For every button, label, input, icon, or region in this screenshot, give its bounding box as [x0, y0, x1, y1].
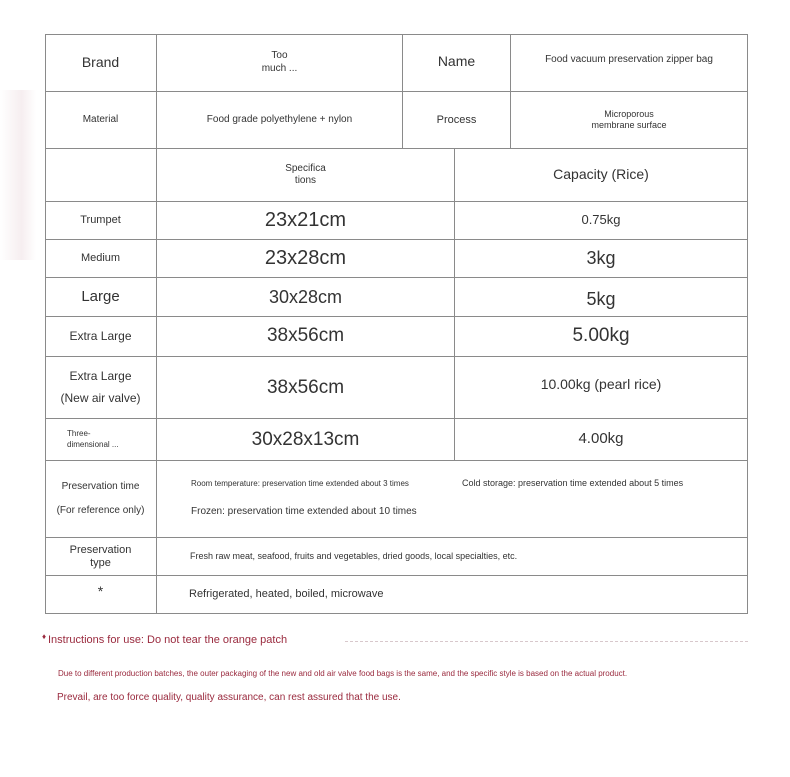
- size-capacity: 5.00kg: [572, 324, 630, 346]
- size-spec: 38x56cm: [266, 376, 345, 398]
- brand-value: Too much ...: [261, 50, 298, 74]
- usage-value: Refrigerated, heated, boiled, microwave: [189, 587, 384, 600]
- brand-label: Brand: [81, 53, 120, 70]
- usage-label: *: [97, 583, 104, 600]
- preservation-frozen: Frozen: preservation time extended about 10 times: [191, 505, 417, 517]
- table-border-bottom: [45, 613, 748, 614]
- table-border-right: [747, 34, 748, 614]
- size-spec: 38x56cm: [266, 324, 345, 346]
- process-label: Process: [436, 114, 477, 127]
- instructions-note: Instructions for use: Do not tear the orange patch: [48, 634, 288, 646]
- batch-note: Due to different production batches, the outer packaging of the new and old air valve food bags is the same, and the specific style is based on the actual product.: [58, 669, 628, 678]
- size-capacity: 3kg: [586, 248, 616, 269]
- spec-column-header: Specifica tions: [285, 162, 326, 186]
- process-value: Microporous membrane surface: [591, 108, 667, 130]
- size-name: Extra Large: [69, 329, 132, 343]
- preservation-room: Room temperature: preservation time extended about 3 times: [191, 479, 409, 488]
- preservation-type-value: Fresh raw meat, seafood, fruits and vegetables, dried goods, local specialties, etc.: [190, 550, 518, 561]
- material-label: Material: [82, 113, 119, 125]
- edge-shadow: [0, 90, 36, 260]
- preservation-type-label: Preservation type: [69, 544, 132, 569]
- size-name: Extra Large (New air valve): [60, 368, 141, 405]
- preservation-time-label: Preservation time (For reference only): [56, 481, 145, 516]
- size-spec: 30x28x13cm: [251, 428, 360, 450]
- size-spec: 23x21cm: [264, 209, 347, 231]
- name-value: Food vacuum preservation zipper bag: [545, 53, 713, 65]
- assurance-note: Prevail, are too force quality, quality assurance, can rest assured that the use.: [57, 692, 401, 703]
- size-capacity: 0.75kg: [581, 212, 621, 228]
- preservation-cold: Cold storage: preservation time extended about 5 times: [462, 478, 684, 489]
- dashed-divider: [345, 641, 748, 642]
- spec-table: [45, 34, 748, 614]
- size-capacity: 5kg: [586, 288, 616, 309]
- size-name: Medium: [80, 251, 121, 264]
- capacity-column-header: Capacity (Rice): [553, 166, 649, 183]
- size-capacity: 10.00kg (pearl rice): [540, 376, 662, 393]
- size-name: Trumpet: [80, 213, 121, 226]
- size-name: Three- dimensional ...: [67, 429, 119, 449]
- size-name: Large: [81, 287, 120, 305]
- bullet-mark-icon: ♦: [42, 632, 47, 641]
- name-label: Name: [437, 52, 476, 69]
- material-value: Food grade polyethylene + nylon: [206, 113, 353, 125]
- size-capacity: 4.00kg: [578, 430, 624, 448]
- size-spec: 30x28cm: [268, 286, 343, 307]
- size-spec: 23x28cm: [264, 247, 347, 269]
